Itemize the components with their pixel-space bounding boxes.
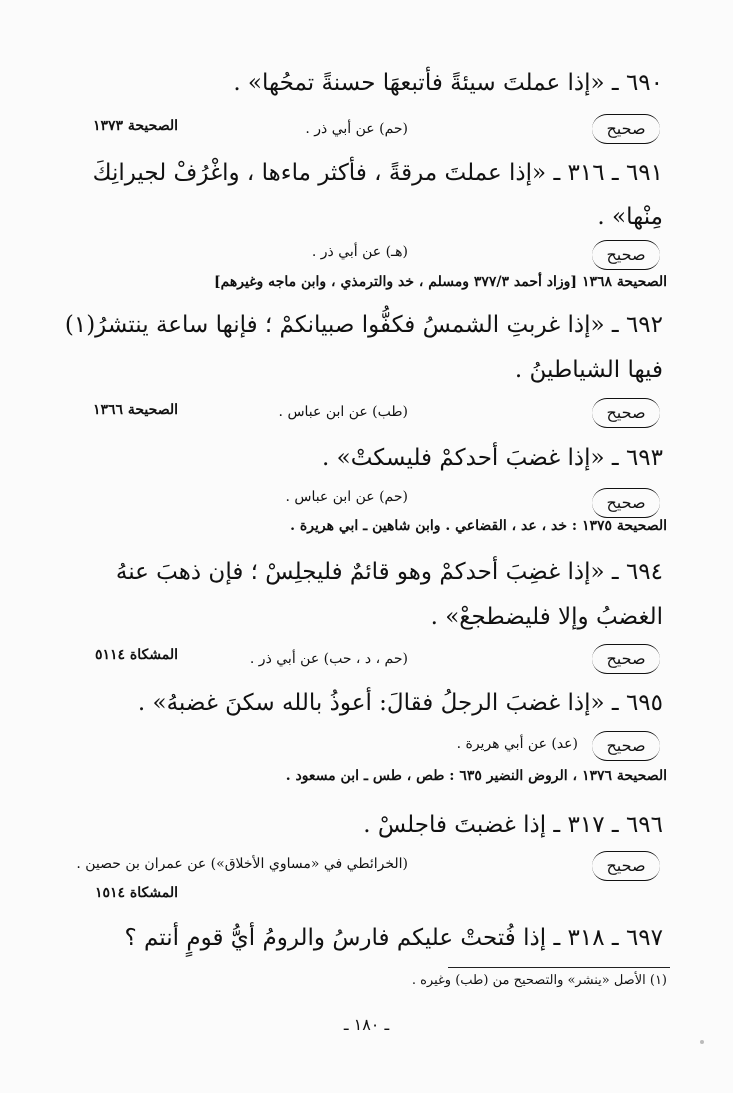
hadith-695-text: ٦٩٥ ـ «إذا غضبَ الرجلُ فقالَ: أعوذُ بالله سكنَ غضبهُ» . xyxy=(137,690,663,716)
hadith-690-text: ٦٩٠ ـ «إذا عملتَ سيئةً فأتبعهَا حسنةً تمحُها» . xyxy=(233,70,663,96)
hadith-694-grade-badge: صحيح xyxy=(592,644,660,674)
footnote: (١) الأصل «ينشر» والتصحيح من (طب) وغيره . xyxy=(411,973,667,988)
hadith-691-grade-badge: صحيح xyxy=(592,240,660,270)
hadith-692-reference: الصحيحة ١٣٦٦ xyxy=(92,402,178,418)
hadith-691-reference: الصحيحة ١٣٦٨ [وزاد أحمد ٣٧٧/٣ ومسلم ، خد والترمذي ، وابن ماجه وغيرهم] xyxy=(213,274,667,290)
hadith-694-continuation: الغضبُ وإلا فليضطجعْ» . xyxy=(430,604,663,630)
hadith-693-text: ٦٩٣ ـ «إذا غضبَ أحدكمْ فليسكتْ» . xyxy=(322,445,663,471)
hadith-696-grade-badge: صحيح xyxy=(592,851,660,881)
hadith-690-reference: الصحيحة ١٣٧٣ xyxy=(92,118,178,134)
scan-speck xyxy=(700,1040,704,1044)
hadith-691-continuation: مِنْها» . xyxy=(597,204,663,230)
hadith-692-text: ٦٩٢ ـ «إذا غربتِ الشمسُ فكفُّوا صبيانكمْ ؛ فإنها ساعة ينتشرُ(١) xyxy=(64,312,663,338)
hadith-691-text: ٦٩١ ـ ٣١٦ ـ «إذا عملتَ مرقةً ، فأكثر ماءها ، واغْرُفْ لجيرانِكَ xyxy=(92,160,663,186)
hadith-690-source: (حم) عن أبي ذر . xyxy=(305,121,408,137)
hadith-693-reference: الصحيحة ١٣٧٥ : خد ، عد ، القضاعي . وابن شاهين ـ ابي هريرة . xyxy=(290,518,667,534)
hadith-692-grade-badge: صحيح xyxy=(592,398,660,428)
hadith-696-text: ٦٩٦ ـ ٣١٧ ـ إذا غضبتَ فاجلسْ . xyxy=(363,812,663,838)
hadith-695-source: (عد) عن أبي هريرة . xyxy=(456,736,578,752)
hadith-697-text: ٦٩٧ ـ ٣١٨ ـ إذا فُتحتْ عليكم فارسُ والرومُ أيُّ قومٍ أنتم ؟ xyxy=(124,925,663,951)
hadith-696-reference: المشكاة ١٥١٤ xyxy=(94,885,178,901)
footnote-divider xyxy=(448,967,670,968)
hadith-695-reference: الصحيحة ١٣٧٦ ، الروض النضير ٦٣٥ : طص ، طس ـ ابن مسعود . xyxy=(285,768,667,784)
hadith-692-continuation: فيها الشياطينُ . xyxy=(514,357,663,383)
hadith-690-grade-badge: صحيح xyxy=(592,114,660,144)
hadith-694-text: ٦٩٤ ـ «إذا غضِبَ أحدكمْ وهو قائمٌ فليجلِسْ ؛ فإن ذهبَ عنهُ xyxy=(115,559,663,585)
page-number: ـ ١٨٠ ـ xyxy=(343,1015,390,1034)
hadith-692-source: (طب) عن ابن عباس . xyxy=(278,404,408,420)
hadith-693-grade-badge: صحيح xyxy=(592,488,660,518)
hadith-693-source: (حم) عن ابن عباس . xyxy=(285,489,408,505)
hadith-696-source: (الخرائطي في «مساوي الأخلاق») عن عمران بن حصين . xyxy=(76,856,408,872)
hadith-691-source: (هـ) عن أبي ذر . xyxy=(311,244,408,260)
hadith-694-source: (حم ، د ، حب) عن أبي ذر . xyxy=(249,651,408,667)
hadith-695-grade-badge: صحيح xyxy=(592,731,660,761)
hadith-694-reference: المشكاة ٥١١٤ xyxy=(94,647,178,663)
